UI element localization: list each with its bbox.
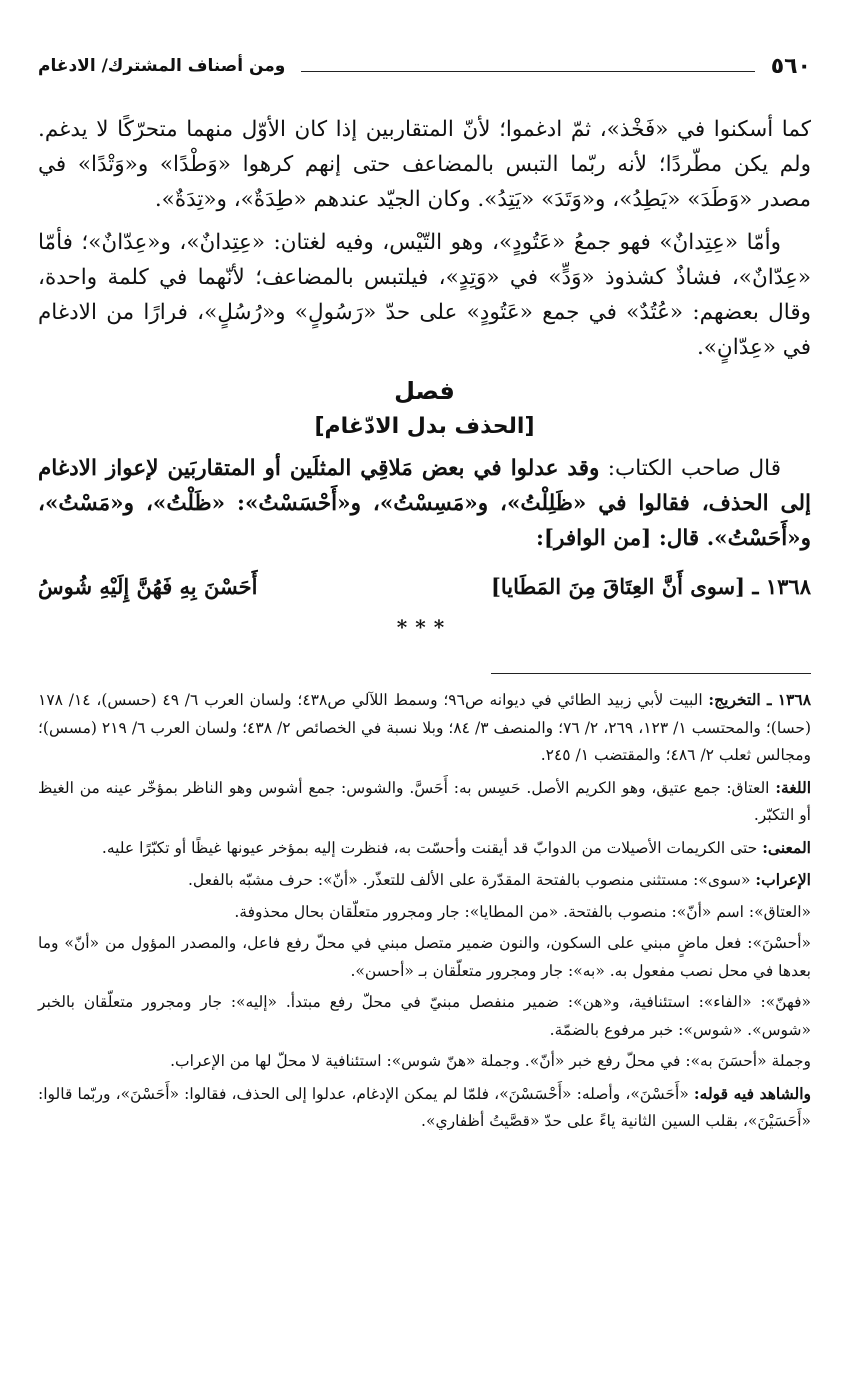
footnote-irab-2: «العتاق»: اسم «أنّ»: منصوب بالفتحة. «من المطايا»: جار ومجرور متعلّقان بحال محذوفة. [234, 902, 811, 921]
header-rule [301, 71, 754, 72]
paragraph-2: وأمّا «عِتِدانٌ» فهو جمعُ «عَتُودٍ»، وهو التّيْس، وفيه لغتان: «عِتِدانٌ»، و«عِدّانٌ»؛ فأمّا «عِدّانٌ»، فشاذٌ كشذوذ «وَدٍّ» في «وَتِدٍ»، فيلتبس بالمضاعف؛ لأنّهما في كلمة واحدة، وقال بعضهم: «عُتُدٌ» في جمع «عَتُودٍ» على حدّ «رَسُولٍ» و«رُسُلٍ»، فرارًا من الادغام في «عِدّانٍ». [38, 230, 811, 360]
footnote-lugha [38, 774, 811, 830]
verse-number: ١٣٦٨ ـ [752, 574, 811, 599]
paragraph-1: كما أسكنوا في «فَخْذ»، ثمّ ادغموا؛ لأنّ المتقاربين إذا كان الأوّل منهما متحرّكًا لا يدغم. ولم يكن مطّردًا؛ لأنه ربّما التبس بالمضاعف حتى إنهم كرهوا «وَطْدًا» و«وَتْدًا» في مصدر «وَطَدَ» «يَطِدُ»، و«وَتَدَ» «يَتِدُ». وكان الجيّد عندهم «طِدَةٌ»، و«تِدَةٌ». [38, 117, 811, 212]
section-subheading: [الحذف بدل الادّغام] [314, 414, 535, 439]
lugha-text: العتاق: جمع عتيق، وهو الكريم الأصل. حَسِس به: أَحَسَّ. والشوس: جمع أشوس وهو الناظر بمؤخّر عينه من الغيظ أو التكبّر. [38, 778, 811, 824]
footnote-irab-4: «فهنّ»: «الفاء»: استئنافية، و«هن»: ضمير منفصل مبنيّ في محلّ رفع مبتدأ. «إليه»: جار ومجرور متعلّقان بالخبر «شوس». «شوس»: خبر مرفوع بالضمّة. [38, 993, 811, 1039]
book-page [38, 46, 811, 1355]
quote-paragraph [38, 451, 811, 556]
footnote-irab [38, 866, 811, 895]
takhrij-text: البيت لأبي زبيد الطائي في ديوانه ص٩٦؛ وسمط اللآلي ص٤٣٨؛ ولسان العرب ٦/ ٤٩ (حسس)، ١٤/ ١٧٨ (حسا)؛ والمحتسب ١/ ١٢٣، ٢٦٩، ٢/ ٧٦؛ والمنصف ٣/ ٨٤؛ وبلا نسبة في الخصائص ٢/ ٤٣٨؛ ولسان العرب ٦/ ٢١٩ (مسس)؛ ومجالس ثعلب ٢/ ٤٨٦؛ والمقتضب ١/ ٢٤٥. [38, 691, 812, 764]
section-heading: فصل [394, 377, 455, 405]
shahid-text: «أَحَسْنَ»، وأصله: «أَحْسَسْنَ»، فلمّا لم يمكن الإدغام، عدلوا إلى الحذف، فقالوا: «أَحَسْنَ»، وربّما قالوا: «أَحَسَيْنَ»، بقلب السين الثانية ياءً على حدّ «قصَّيتُ أظفاري». [38, 1084, 811, 1130]
shahid-label: والشاهد فيه قوله: [693, 1083, 811, 1103]
running-title: ومن أصناف المشترك/ الادغام [38, 56, 286, 76]
lugha-label: اللغة: [775, 777, 811, 797]
verse-second-hemistich: أَحَسْنَ بِهِ فَهُنَّ إِلَيْهِ شُوسُ [38, 574, 258, 599]
quote-text: وقد عدلوا في بعض مَلاقِي المثلَين أو المتقاربَين لإعواز الادغام إلى الحذف، فقالوا في «ظَلِلْتُ»، و«مَسِسْتُ»، و«أَحْسَسْتُ»: «ظَلْتُ»، و«مَسْتُ»، و«أَحَسْتُ». قال: [من الوافر]: [38, 456, 811, 551]
verse-first-hemistich [491, 570, 811, 604]
verse-line [38, 570, 811, 604]
main-text [38, 112, 811, 645]
verse-first-text: [سوى أَنَّ العِتَاقَ مِنَ المَطَايا] [490, 574, 746, 599]
maana-text: حتى الكريمات الأصيلات من الدوابّ قد أيقنت وأحسّت به، فنظرت إليه بمؤخر عيونها غيظًا أو تكبّرًا عليه. [101, 838, 763, 857]
section-separator-stars: *** [396, 615, 453, 639]
footnotes [38, 686, 811, 1136]
footnote-maana [38, 834, 811, 863]
takhrij-label: ١٣٦٨ ـ التخريج: [708, 690, 812, 709]
footnote-irab-3: «أحسْنَ»: فعل ماضٍ مبني على السكون، والنون ضمير متصل مبني في محلّ رفع فاعل، والمصدر المؤول من «أنّ» وما بعدها في محل نصب مفعول به. «به»: جار ومجرور متعلّقان بـ «أحسن». [38, 934, 811, 980]
footnote-takhrij [38, 686, 811, 770]
running-header [38, 46, 811, 86]
maana-label: المعنى: [762, 837, 811, 857]
footnote-rule [491, 673, 811, 674]
irab-label: الإعراب: [755, 870, 811, 889]
irab-line-1: «سوى»: مستثنى منصوب بالفتحة المقدّرة على الألف للتعذّر. «أنّ»: حرف مشبّه بالفعل. [188, 871, 756, 889]
page-number: ٥٦٠ [770, 53, 811, 79]
footnote-irab-5: وجملة «أحسَنَ به»: في محلّ رفع خبر «أنّ». وجملة «هنّ شوس»: استئنافية لا محلّ لها من الإعراب. [170, 1052, 811, 1070]
footnote-shahid [38, 1080, 811, 1136]
quote-intro: قال صاحب الكتاب: [599, 456, 781, 481]
